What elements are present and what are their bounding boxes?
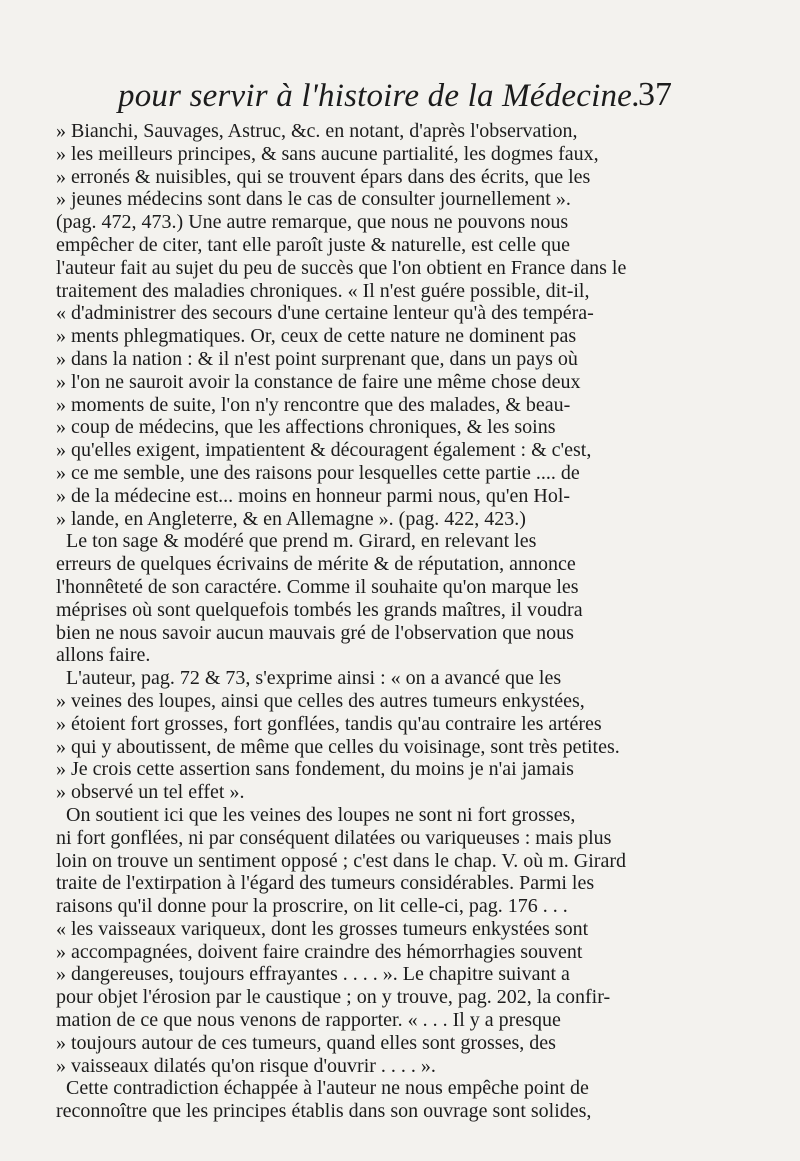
text-line: » dangereuses, toujours effrayantes . . . . ». Le chapitre suivant a xyxy=(56,963,570,986)
text-line: » ments phlegmatiques. Or, ceux de cette nature ne dominent pas xyxy=(56,325,577,348)
text-line: (pag. 472, 473.) Une autre remarque, que nous ne pouvons nous xyxy=(56,211,569,234)
body-text xyxy=(56,120,752,1123)
text-line: » étoient fort grosses, fort gonflées, tandis qu'au contraire les artéres xyxy=(56,712,602,735)
text-line: empêcher de citer, tant elle paroît juste & naturelle, est celle que xyxy=(56,233,570,256)
text-line: traite de l'extirpation à l'égard des tumeurs considérables. Parmi les xyxy=(56,872,595,895)
text-line: » dans la nation : & il n'est point surprenant que, dans un pays où xyxy=(56,347,578,370)
text-line: » toujours autour de ces tumeurs, quand elles sont grosses, des xyxy=(56,1031,556,1054)
text-line: l'honnêteté de son caractére. Comme il souhaite qu'on marque les xyxy=(56,575,579,598)
text-line: « les vaisseaux variqueux, dont les grosses tumeurs enkystées sont xyxy=(56,917,589,940)
text-line: » les meilleurs principes, & sans aucune partialité, les dogmes faux, xyxy=(56,142,599,165)
text-line: loin on trouve un sentiment opposé ; c'est dans le chap. V. où m. Girard xyxy=(56,849,626,872)
text-line: » coup de médecins, que les affections chroniques, & les soins xyxy=(56,416,556,439)
text-line: ni fort gonflées, ni par conséquent dilatées ou variqueuses : mais plus xyxy=(56,826,612,849)
text-line: » lande, en Angleterre, & en Allemagne ». (pag. 422, 423.) xyxy=(56,507,526,530)
text-line: » veines des loupes, ainsi que celles des autres tumeurs enkystées, xyxy=(56,689,585,712)
paragraph-start: L'auteur, pag. 72 & 73, s'exprime ainsi : « on a avancé que les xyxy=(66,667,562,690)
text-line: » qui y aboutissent, de même que celles du voisinage, sont très petites. xyxy=(56,735,620,758)
text-line: bien ne nous savoir aucun mauvais gré de l'observation que nous xyxy=(56,621,574,644)
text-line: » jeunes médecins sont dans le cas de consulter journellement ». xyxy=(56,188,571,211)
text-line: l'auteur fait au sujet du peu de succès que l'on obtient en France dans le xyxy=(56,256,627,279)
text-line: allons faire. xyxy=(56,644,151,667)
text-line: raisons qu'il donne pour la proscrire, on lit celle-ci, pag. 176 . . . xyxy=(56,895,568,918)
text-line: » de la médecine est... moins en honneur parmi nous, qu'en Hol- xyxy=(56,484,571,507)
text-line: traitement des maladies chroniques. « Il n'est guére possible, dit-il, xyxy=(56,279,590,302)
text-line: pour objet l'érosion par le caustique ; on y trouve, pag. 202, la confir- xyxy=(56,986,611,1009)
text-line: » accompagnées, doivent faire craindre des hémorrhagies souvent xyxy=(56,940,583,963)
text-line: « d'administrer des secours d'une certaine lenteur qu'à des tempéra- xyxy=(56,302,594,325)
page-number: 37 xyxy=(638,76,672,113)
paragraph-start: Le ton sage & modéré que prend m. Girard, en relevant les xyxy=(66,530,537,553)
text-line: » Bianchi, Sauvages, Astruc, &c. en notant, d'après l'observation, xyxy=(56,120,578,142)
text-line: reconnoître que les principes établis dans son ouvrage sont solides, xyxy=(56,1100,592,1123)
text-line: » Je crois cette assertion sans fondement, du moins je n'ai jamais xyxy=(56,758,574,781)
text-line: » ce me semble, une des raisons pour lesquelles cette partie .... de xyxy=(56,461,580,484)
text-line: » l'on ne sauroit avoir la constance de faire une même chose deux xyxy=(56,370,581,393)
paragraph-start: Cette contradiction échappée à l'auteur ne nous empêche point de xyxy=(66,1077,589,1100)
text-line: erreurs de quelques écrivains de mérite & de réputation, annonce xyxy=(56,553,576,576)
text-line: » vaisseaux dilatés qu'on risque d'ouvrir . . . . ». xyxy=(56,1054,436,1077)
text-line: » qu'elles exigent, impatientent & découragent également : & c'est, xyxy=(56,439,592,462)
running-title: pour servir à l'histoire de la Médecine. xyxy=(118,78,641,114)
text-line: méprises où sont quelquefois tombés les grands maîtres, il voudra xyxy=(56,598,583,621)
text-line: mation de ce que nous venons de rapporter. « . . . Il y a presque xyxy=(56,1009,561,1032)
text-line: » moments de suite, l'on n'y rencontre que des malades, & beau- xyxy=(56,393,571,416)
paragraph-start: On soutient ici que les veines des loupes ne sont ni fort grosses, xyxy=(66,803,576,826)
text-line: » erronés & nuisibles, qui se trouvent épars dans des écrits, que les xyxy=(56,165,591,188)
text-line: » observé un tel effet ». xyxy=(56,781,245,804)
page-header xyxy=(118,78,718,124)
